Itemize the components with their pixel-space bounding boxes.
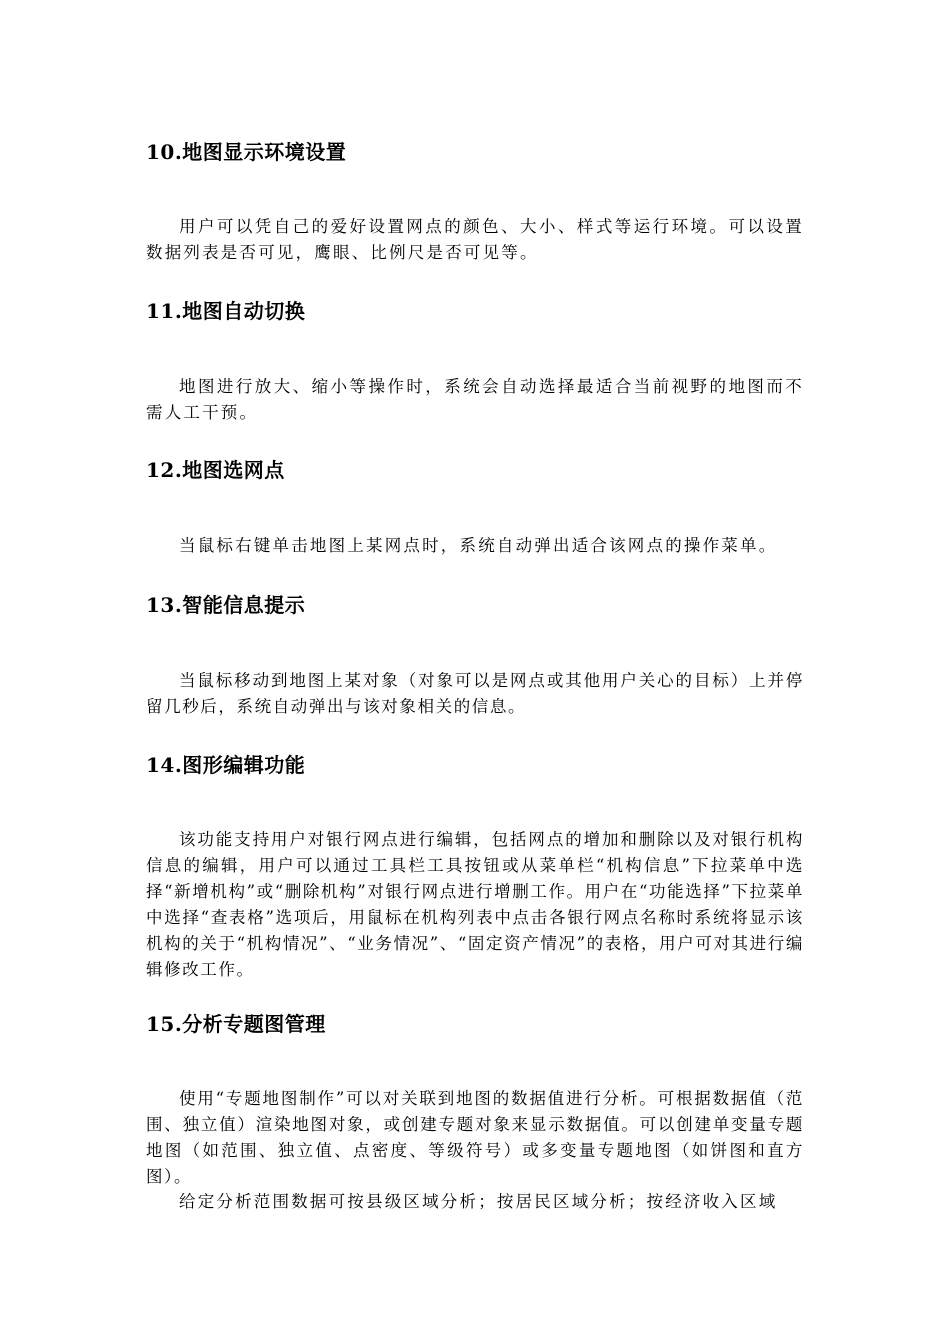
section-10-paragraph: 用户可以凭自己的爱好设置网点的颜色、大小、样式等运行环境。可以设置数据列表是否可见，鹰眼、比例尺是否可见等。 [146, 217, 804, 262]
section-heading-12: 12.地图选网点 [146, 458, 285, 482]
section-heading-15: 15.分析专题图管理 [146, 1012, 326, 1036]
section-15-paragraph-1: 使用“专题地图制作”可以对关联到地图的数据值进行分析。可根据数据值（范围、独立值）渲染地图对象，或创建专题对象来显示数据值。可以创建单变量专题地图（如范围、独立值、点密度、等级符号）或多变量专题地图（如饼图和直方图）。 [146, 1089, 804, 1186]
section-15-paragraph-2: 给定分析范围数据可按县级区域分析；按居民区域分析；按经济收入区域 [179, 1192, 778, 1211]
section-heading-10: 10.地图显示环境设置 [146, 140, 347, 164]
section-11-paragraph: 地图进行放大、缩小等操作时，系统会自动选择最适合当前视野的地图而不需人工干预。 [146, 377, 804, 422]
section-14-paragraph: 该功能支持用户对银行网点进行编辑，包括网点的增加和删除以及对银行机构信息的编辑，用户可以通过工具栏工具按钮或从菜单栏“机构信息”下拉菜单中选择“新增机构”或“删除机构”对银行网点进行增删工作。用户在“功能选择”下拉菜单中选择“查表格”选项后，用鼠标在机构列表中点击各银行网点名称时系统将显示该机构的关于“机构情况”、“业务情况”、“固定资产情况”的表格，用户可对其进行编辑修改工作。 [146, 830, 804, 979]
section-13-paragraph: 当鼠标移动到地图上某对象（对象可以是网点或其他用户关心的目标）上并停留几秒后，系统自动弹出与该对象相关的信息。 [146, 671, 804, 716]
section-12-paragraph: 当鼠标右键单击地图上某网点时，系统自动弹出适合该网点的操作菜单。 [179, 536, 778, 555]
section-heading-13: 13.智能信息提示 [146, 593, 306, 617]
section-heading-14: 14.图形编辑功能 [146, 753, 306, 777]
section-heading-11: 11.地图自动切换 [146, 299, 306, 323]
